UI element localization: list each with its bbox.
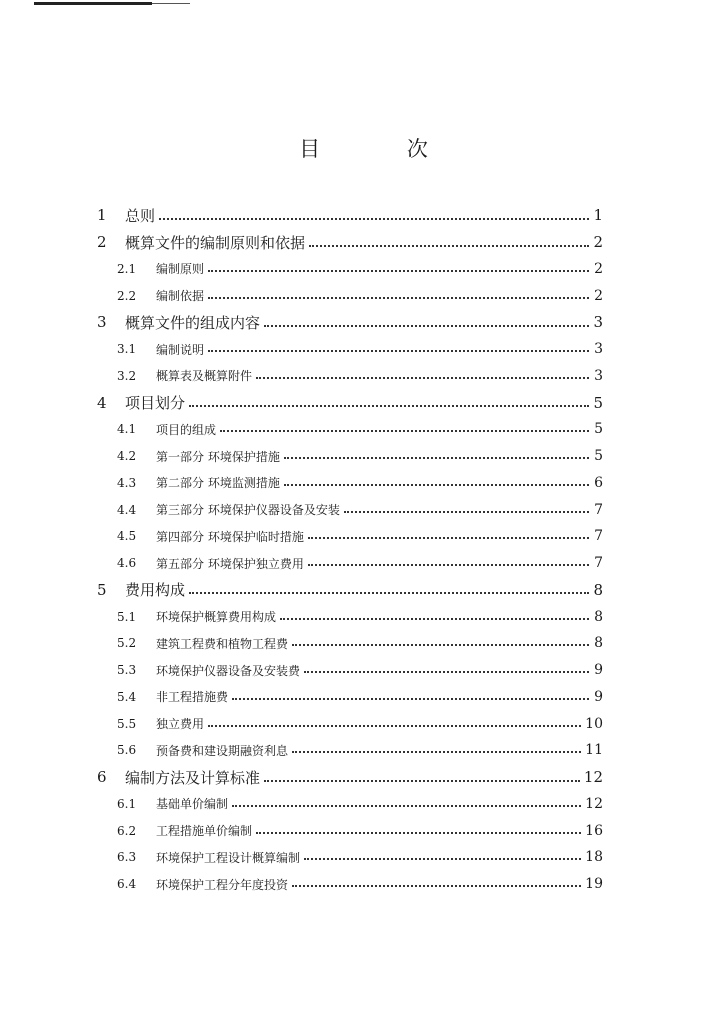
toc-entry[interactable] bbox=[97, 871, 603, 898]
toc-entry-page: 6 bbox=[594, 474, 603, 491]
toc-entry-number: 4.1 bbox=[117, 422, 137, 437]
dot-leader bbox=[232, 793, 581, 807]
toc-entry-number: 4 bbox=[97, 393, 107, 412]
toc-entry-label: 环境保护工程分年度投资 bbox=[156, 877, 289, 892]
toc-entry-label: 第四部分 环境保护临时措施 bbox=[156, 529, 304, 544]
dot-leader bbox=[208, 258, 589, 272]
dot-leader bbox=[208, 285, 589, 299]
toc-entry[interactable] bbox=[97, 630, 603, 657]
toc-entry-page: 18 bbox=[585, 849, 603, 866]
dot-leader bbox=[292, 873, 581, 887]
toc-entry-label: 基础单价编制 bbox=[156, 797, 229, 812]
toc-entry[interactable] bbox=[97, 657, 603, 684]
toc-entry-number: 5.6 bbox=[117, 743, 137, 758]
toc-entry[interactable] bbox=[97, 336, 603, 363]
toc-entry-page: 7 bbox=[594, 555, 603, 572]
toc-entry-label: 第一部分 环境保护措施 bbox=[156, 449, 280, 464]
toc-entry-page: 10 bbox=[585, 715, 603, 732]
toc-entry-number: 4.4 bbox=[117, 502, 137, 517]
toc-entry-number: 4.6 bbox=[117, 556, 137, 571]
toc-entry-label: 项目划分 bbox=[125, 394, 186, 413]
toc-entry-number: 4.3 bbox=[117, 475, 137, 490]
toc-entry[interactable] bbox=[97, 791, 603, 818]
toc-entry[interactable] bbox=[97, 229, 603, 256]
dot-leader bbox=[220, 418, 589, 432]
dot-leader bbox=[256, 365, 589, 379]
toc-entry-label: 环境保护概算费用构成 bbox=[156, 610, 277, 625]
toc-entry-page: 5 bbox=[594, 448, 603, 465]
toc-entry-number: 6.4 bbox=[117, 877, 137, 892]
dot-leader bbox=[308, 552, 589, 566]
toc-entry-label: 费用构成 bbox=[125, 581, 186, 600]
toc-entry[interactable] bbox=[97, 764, 603, 791]
dot-leader bbox=[189, 577, 589, 594]
toc-entry-page: 1 bbox=[593, 206, 603, 225]
top-rule bbox=[34, 2, 152, 5]
toc-entry[interactable] bbox=[97, 470, 603, 497]
toc-entry-page: 7 bbox=[594, 501, 603, 518]
toc-entry[interactable] bbox=[97, 817, 603, 844]
toc-entry-page: 9 bbox=[594, 662, 603, 679]
toc-entry-number: 4.5 bbox=[117, 529, 137, 544]
toc-entry-page: 5 bbox=[593, 393, 603, 412]
table-of-contents bbox=[97, 202, 603, 898]
toc-entry[interactable] bbox=[97, 443, 603, 470]
toc-entry-label: 概算文件的组成内容 bbox=[125, 313, 261, 332]
dot-leader bbox=[264, 765, 580, 782]
dot-leader bbox=[232, 686, 589, 700]
toc-entry-label: 第五部分 环境保护独立费用 bbox=[156, 556, 304, 571]
toc-entry[interactable] bbox=[97, 684, 603, 711]
dot-leader bbox=[309, 230, 589, 247]
toc-entry-page: 3 bbox=[594, 367, 603, 384]
toc-entry-label: 预备费和建设期融资利息 bbox=[156, 743, 289, 758]
dot-leader bbox=[292, 632, 589, 646]
toc-entry-label: 编制说明 bbox=[156, 342, 205, 357]
toc-entry-number: 2.1 bbox=[117, 261, 137, 276]
toc-entry-number: 6 bbox=[97, 768, 107, 787]
toc-entry-number: 5.1 bbox=[117, 609, 137, 624]
toc-entry-page: 9 bbox=[594, 688, 603, 705]
toc-entry-page: 12 bbox=[585, 795, 603, 812]
toc-entry-page: 11 bbox=[585, 742, 603, 759]
dot-leader bbox=[208, 713, 581, 727]
toc-entry-label: 工程措施单价编制 bbox=[156, 824, 253, 839]
toc-entry[interactable] bbox=[97, 603, 603, 630]
toc-entry[interactable] bbox=[97, 844, 603, 871]
toc-entry-page: 5 bbox=[594, 421, 603, 438]
toc-entry-label: 建筑工程费和植物工程费 bbox=[156, 636, 289, 651]
dot-leader bbox=[292, 739, 581, 753]
toc-entry-number: 1 bbox=[97, 206, 107, 225]
toc-entry[interactable] bbox=[97, 389, 603, 416]
toc-entry-number: 5 bbox=[97, 580, 107, 599]
toc-entry-label: 编制原则 bbox=[156, 262, 205, 277]
toc-entry[interactable] bbox=[97, 363, 603, 390]
toc-entry-number: 6.2 bbox=[117, 823, 137, 838]
toc-entry-number: 4.2 bbox=[117, 449, 137, 464]
toc-entry[interactable] bbox=[97, 523, 603, 550]
toc-entry-number: 5.2 bbox=[117, 636, 137, 651]
toc-entry-page: 7 bbox=[594, 528, 603, 545]
dot-leader bbox=[284, 445, 589, 459]
toc-entry-label: 第三部分 环境保护仪器设备及安装 bbox=[156, 503, 340, 518]
toc-entry-label: 独立费用 bbox=[156, 717, 205, 732]
toc-entry-number: 3 bbox=[97, 313, 107, 332]
toc-entry-page: 2 bbox=[594, 287, 603, 304]
toc-entry-label: 总则 bbox=[125, 206, 156, 225]
toc-entry-page: 2 bbox=[593, 233, 603, 252]
toc-entry-page: 3 bbox=[593, 313, 603, 332]
toc-entry-page: 8 bbox=[593, 580, 603, 599]
toc-entry-number: 2 bbox=[97, 233, 107, 252]
dot-leader bbox=[256, 820, 581, 834]
page-title: 目 次 bbox=[299, 137, 468, 161]
toc-entry-number: 3.2 bbox=[117, 368, 137, 383]
toc-entry-label: 第二部分 环境监测措施 bbox=[156, 476, 280, 491]
dot-leader bbox=[159, 203, 589, 220]
dot-leader bbox=[304, 846, 581, 860]
toc-entry-page: 19 bbox=[585, 876, 603, 893]
toc-entry[interactable] bbox=[97, 282, 603, 309]
toc-entry-label: 编制依据 bbox=[156, 289, 205, 304]
toc-entry[interactable] bbox=[97, 202, 603, 229]
dot-leader bbox=[264, 310, 589, 327]
toc-entry-number: 5.4 bbox=[117, 689, 137, 704]
top-rule-thin bbox=[152, 3, 190, 4]
toc-entry-label: 非工程措施费 bbox=[156, 690, 229, 705]
dot-leader bbox=[284, 472, 589, 486]
toc-entry-page: 2 bbox=[594, 260, 603, 277]
toc-entry[interactable] bbox=[97, 737, 603, 764]
toc-entry-label: 概算表及概算附件 bbox=[156, 369, 253, 384]
dot-leader bbox=[280, 606, 589, 620]
toc-entry[interactable] bbox=[97, 256, 603, 283]
toc-entry-number: 6.3 bbox=[117, 850, 137, 865]
toc-entry-number: 2.2 bbox=[117, 288, 137, 303]
toc-entry-label: 编制方法及计算标准 bbox=[125, 768, 261, 787]
dot-leader bbox=[304, 659, 589, 673]
toc-entry-number: 6.1 bbox=[117, 796, 137, 811]
toc-entry-number: 5.3 bbox=[117, 663, 137, 678]
toc-entry-number: 5.5 bbox=[117, 716, 137, 731]
dot-leader bbox=[189, 390, 589, 407]
toc-entry[interactable] bbox=[97, 550, 603, 577]
dot-leader bbox=[308, 525, 589, 539]
toc-entry-label: 环境保护工程设计概算编制 bbox=[156, 850, 301, 865]
toc-entry-page: 3 bbox=[594, 341, 603, 358]
toc-entry-number: 3.1 bbox=[117, 342, 137, 357]
dot-leader bbox=[344, 499, 589, 513]
toc-entry[interactable] bbox=[97, 416, 603, 443]
toc-entry[interactable] bbox=[97, 577, 603, 604]
toc-entry-page: 8 bbox=[594, 635, 603, 652]
toc-entry-label: 概算文件的编制原则和依据 bbox=[125, 233, 306, 252]
toc-entry[interactable] bbox=[97, 309, 603, 336]
toc-entry[interactable] bbox=[97, 496, 603, 523]
toc-entry[interactable] bbox=[97, 710, 603, 737]
toc-entry-label: 项目的组成 bbox=[156, 422, 217, 437]
dot-leader bbox=[208, 338, 589, 352]
toc-entry-page: 8 bbox=[594, 608, 603, 625]
toc-entry-label: 环境保护仪器设备及安装费 bbox=[156, 663, 301, 678]
toc-entry-page: 16 bbox=[585, 822, 603, 839]
toc-entry-page: 12 bbox=[583, 768, 603, 787]
